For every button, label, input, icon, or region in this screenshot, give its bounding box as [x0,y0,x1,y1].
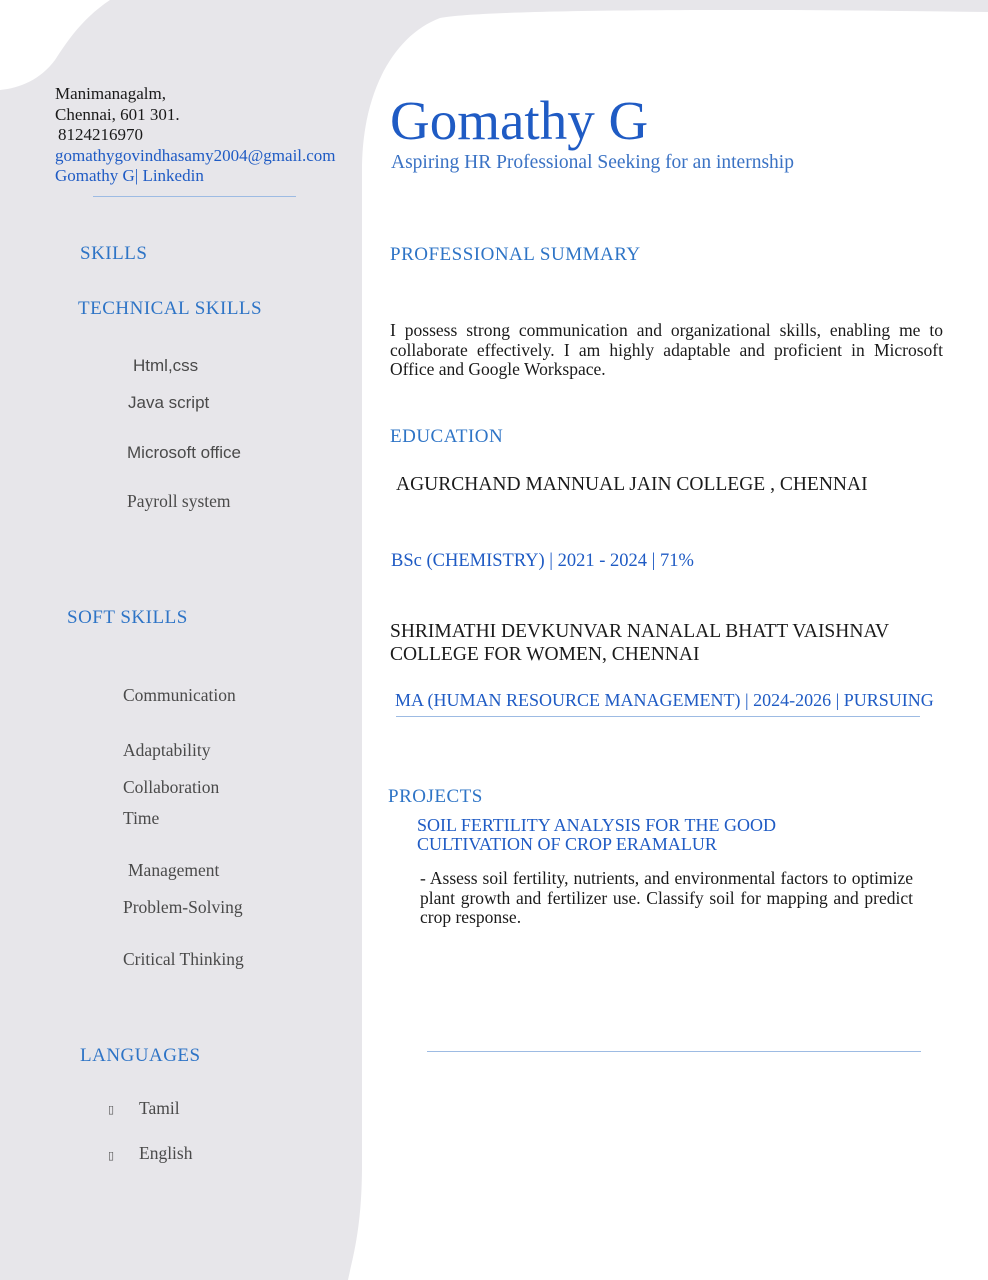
education-degree: BSc (CHEMISTRY) | 2021 - 2024 | 71% [391,551,694,571]
language-item: English [139,1143,193,1163]
phone-number: 8124216970 [58,125,143,144]
project-title: CULTIVATION OF CROP ERAMALUR [417,834,717,854]
soft-skill-item: Problem-Solving [123,897,243,917]
address-line-2: Chennai, 601 301. [55,105,180,124]
summary-text: I possess strong communication and organizational skills, enabling me to collaborate effectively. I am highly adaptable and proficient in Microsoft Office and Google Workspace. [390,320,943,379]
linkedin-link[interactable]: Gomathy G| Linkedin [55,166,204,185]
bullet-icon: ▯ [108,1103,115,1116]
soft-skill-item: Adaptability [123,740,211,760]
email-link[interactable]: gomathygovindhasamy2004@gmail.com [55,146,336,165]
technical-skill-item: Payroll system [127,491,231,511]
soft-skill-item: Critical Thinking [123,949,244,969]
soft-skill-item: Communication [123,685,236,705]
technical-skills-heading: TECHNICAL SKILLS [78,298,263,319]
education-institution: SHRIMATHI DEVKUNVAR NANALAL BHATT VAISHNAV [390,621,890,642]
projects-divider [427,1051,921,1052]
education-institution: COLLEGE FOR WOMEN, CHENNAI [390,644,700,665]
education-degree: MA (HUMAN RESOURCE MANAGEMENT) | 2024-2026 | PURSUING [395,690,934,710]
education-heading: EDUCATION [390,426,504,447]
summary-heading: PROFESSIONAL SUMMARY [390,244,641,265]
soft-skill-item: Collaboration [123,777,220,797]
bullet-icon: ▯ [108,1149,115,1162]
education-divider [396,716,920,717]
contact-divider [93,196,296,197]
project-title: SOIL FERTILITY ANALYSIS FOR THE GOOD [417,815,776,835]
projects-heading: PROJECTS [388,786,483,807]
project-description: - Assess soil fertility, nutrients, and environmental factors to optimize plant growth and fertilizer use. Classify soil for mapping and predict crop response. [420,868,913,927]
soft-skill-item: Management [128,860,220,880]
education-institution: AGURCHAND MANNUAL JAIN COLLEGE , CHENNAI [396,474,868,495]
technical-skill-item: Html,css [133,356,199,375]
language-item: Tamil [139,1098,180,1118]
technical-skill-item: Java script [128,393,210,412]
candidate-name: Gomathy G [390,90,649,151]
technical-skill-item: Microsoft office [127,443,242,462]
soft-skills-heading: SOFT SKILLS [67,607,188,628]
skills-heading: SKILLS [80,243,148,264]
candidate-tagline: Aspiring HR Professional Seeking for an internship [391,152,794,173]
languages-heading: LANGUAGES [80,1045,201,1066]
soft-skill-item: Time [123,808,160,828]
address-line-1: Manimanagalm, [55,84,166,103]
